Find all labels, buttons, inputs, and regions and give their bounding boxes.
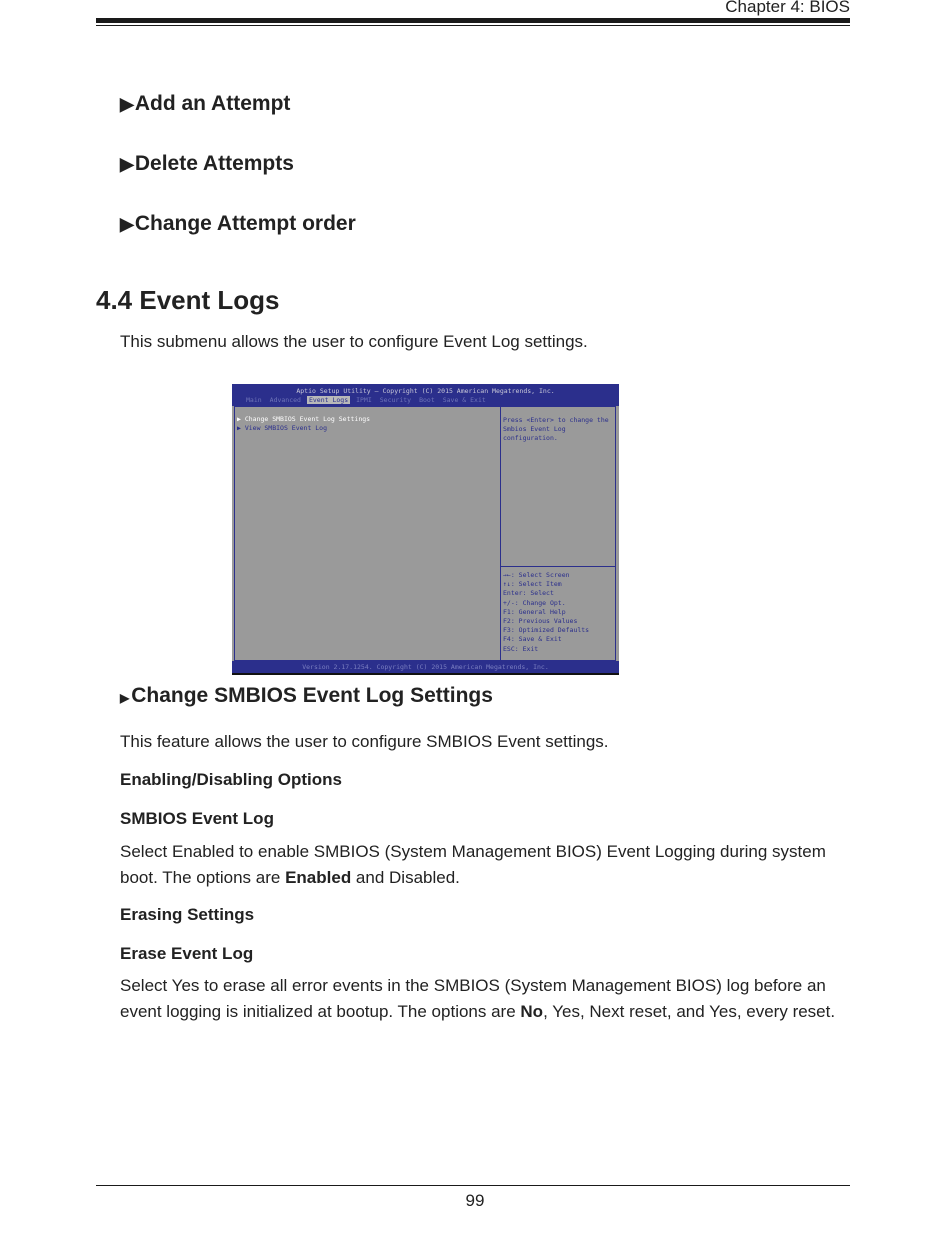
header-rule-thick	[96, 18, 850, 23]
bios-title: Aptio Setup Utility – Copyright (C) 2015 American Megatrends, Inc.	[296, 387, 555, 395]
bios-tab-advanced: Advanced	[269, 396, 301, 404]
bios-item-view-smbios: ▶ View SMBIOS Event Log	[237, 424, 328, 432]
enabling-heading: Enabling/Disabling Options	[120, 770, 342, 789]
triangle-right-icon: ▶	[120, 214, 134, 234]
chapter-header: Chapter 4: BIOS	[725, 0, 850, 16]
bios-key-line: Enter: Select	[503, 589, 554, 598]
subsection-intro: This feature allows the user to configure SMBIOS Event settings.	[120, 732, 609, 751]
bios-key-line: +/-: Change Opt.	[503, 598, 566, 607]
triangle-right-icon: ▶	[120, 154, 134, 174]
change-attempt-order-label: Change Attempt order	[134, 212, 356, 235]
desc-text: and Disabled.	[351, 868, 460, 887]
bios-tab-save-exit: Save & Exit	[442, 396, 486, 404]
bios-tab-boot: Boot	[419, 396, 435, 404]
bios-version: Version 2.17.1254. Copyright (C) 2015 American Megatrends, Inc.	[302, 663, 549, 671]
desc-text: , Yes, Next reset, and Yes, every reset.	[543, 1002, 836, 1021]
bios-bottom-line	[232, 673, 619, 675]
bios-key-legend	[503, 571, 589, 654]
section-title: 4.4 Event Logs	[96, 285, 280, 315]
bios-screenshot	[232, 384, 619, 675]
bios-version-bar	[232, 661, 619, 673]
bios-key-line: →←: Select Screen	[503, 571, 570, 579]
bios-key-line: F2: Previous Values	[503, 617, 578, 626]
erase-event-log-title: Erase Event Log	[120, 944, 254, 963]
bios-key-line: F4: Save & Exit	[503, 635, 562, 644]
desc-text: Select Yes to erase all error events in the SMBIOS (System Management BIOS) log before an event logging is initialized at bootup. The options are	[120, 976, 826, 1021]
add-attempt-heading	[120, 92, 290, 116]
subsection-title-text: Change SMBIOS Event Log Settings	[131, 684, 493, 707]
smbios-event-log-desc	[120, 839, 850, 891]
desc-text: Select Enabled to enable SMBIOS (System Management BIOS) Event Logging during system boot. The options are	[120, 842, 826, 887]
footer-rule	[96, 1185, 850, 1186]
bios-tab-bar	[244, 396, 488, 404]
add-attempt-label: Add an Attempt	[134, 92, 291, 115]
bios-key-line: ↑↓: Select Item	[503, 580, 562, 589]
default-option: Enabled	[285, 868, 352, 887]
erasing-heading: Erasing Settings	[120, 905, 255, 924]
bios-help-divider	[501, 566, 616, 567]
bios-key-line: ESC: Exit	[503, 644, 539, 653]
change-attempt-order-heading	[120, 212, 356, 236]
delete-attempts-heading	[120, 152, 294, 176]
bios-tab-ipmi: IPMI	[356, 396, 372, 404]
smbios-event-log-title: SMBIOS Event Log	[120, 809, 274, 828]
header-rule-thin	[96, 25, 850, 26]
triangle-right-icon: ▶	[120, 94, 134, 114]
bios-tab-main: Main	[246, 396, 262, 404]
delete-attempts-label: Delete Attempts	[134, 152, 294, 175]
page-number: 99	[465, 1191, 485, 1210]
bios-tab-event-logs: Event Logs	[308, 396, 349, 404]
bios-help-text: Press <Enter> to change the Smbios Event Log configuration.	[503, 416, 609, 442]
bios-key-line: F1: General Help	[503, 607, 566, 616]
subsection-title	[120, 684, 493, 708]
bios-key-line: F3: Optimized Defaults	[503, 626, 590, 635]
bios-tab-security: Security	[379, 396, 412, 404]
bios-divider	[500, 406, 501, 661]
triangle-right-icon: ▶	[120, 691, 130, 705]
section-intro: This submenu allows the user to configure Event Log settings.	[120, 332, 588, 351]
erase-event-log-desc	[120, 973, 850, 1025]
bios-item-change-smbios: ▶ Change SMBIOS Event Log Settings	[237, 415, 371, 423]
default-option: No	[520, 1002, 544, 1021]
